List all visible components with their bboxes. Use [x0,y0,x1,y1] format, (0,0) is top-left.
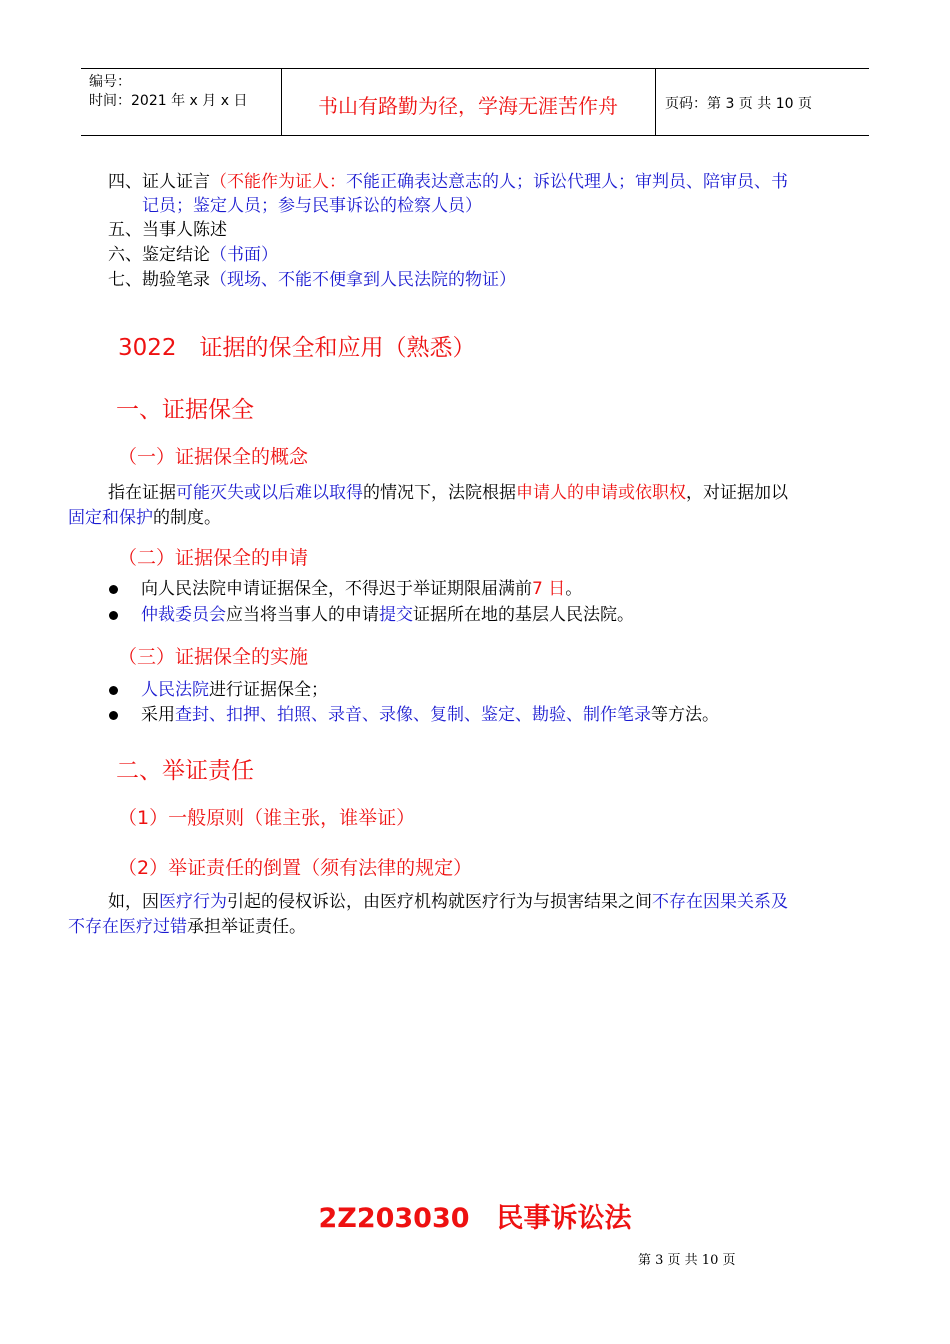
rule-title: （2）举证责任的倒置（须有法律的规定） [118,857,473,879]
text-run: 如，因 [108,892,159,912]
section-title: 3022 证据的保全和应用（熟悉） [118,335,476,361]
item-note: （现场、不能不便拿到人民法院的物证） [210,270,516,290]
text-run: 医疗行为 [159,892,227,912]
item-label: 四、证人证言 [108,172,210,192]
header-motto: 书山有路勤为径，学海无涯苦作舟 [318,94,618,118]
list-item-continued: 记员；鉴定人员；参与民事诉讼的检察人员） [142,196,482,216]
text-run: 采用 [141,705,175,725]
text-run: 提交 [379,605,413,625]
item-note: 不能正确表达意志的人；诉讼代理人；审判员、陪审员、书 [346,172,788,192]
paragraph [108,890,788,914]
time-label: 时间：2021 年 x 月 x 日 [89,93,248,109]
subsection-title: （一）证据保全的概念 [118,446,309,468]
text-run: 指在证据 [108,483,176,503]
bullet-icon [109,611,118,620]
text-run: 不存在医疗过错 [68,917,187,937]
header-divider [655,69,656,135]
text-run: 引起的侵权诉讼，由医疗机构就医疗行为与损害结果之间 [227,892,652,912]
text-run: 可能灭失或以后难以取得 [176,483,363,503]
header-page-info: 页码：第 3 页 共 10 页 [665,96,812,112]
bullet-icon [109,686,118,695]
page-header [81,68,869,136]
subsection-title: （二）证据保全的申请 [118,547,309,569]
text-run: 。 [565,579,583,599]
text-run: 证据所在地的基层人民法院。 [413,605,634,625]
text-run: 的制度。 [153,508,221,528]
text-run: 进行证据保全； [209,680,328,700]
text-run: 不存在因果关系及 [652,892,788,912]
subsection-title: （三）证据保全的实施 [118,646,309,668]
list-item [108,243,278,267]
paragraph-continued [68,506,221,530]
paragraph-continued [68,915,306,939]
text-run: 的情况下，法院根据 [363,483,516,503]
list-item: 五、当事人陈述 [108,220,227,240]
text-run: 承担举证责任。 [187,917,306,937]
bullet-icon [109,711,118,720]
bullet-item [141,703,719,727]
header-meta [89,73,247,111]
code-label: 编号： [89,74,131,90]
list-item [108,170,788,194]
next-section-title: 2Z203030 民事诉讼法 [318,1203,632,1234]
text-run: 固定和保护 [68,508,153,528]
rule-title: （1）一般原则（谁主张，谁举证） [118,807,416,829]
text-run: 向人民法院申请证据保全，不得迟于举证期限届满前 [141,579,532,599]
text-run: 查封、扣押、拍照、录音、录像、复制、鉴定、勘验、制作笔录 [175,705,651,725]
text-run: ，对证据加以 [686,483,788,503]
bullet-item [141,678,328,702]
item-note: （不能作为证人： [210,172,346,192]
bullet-item [141,577,582,601]
list-item [108,268,516,292]
text-run: 应当将当事人的申请 [226,605,379,625]
text-run: 人民法院 [141,680,209,700]
paragraph [108,481,788,505]
text-run: 7 日 [532,579,566,599]
part-title: 一、证据保全 [116,397,254,423]
bullet-item [141,603,634,627]
item-label: 七、勘验笔录 [108,270,210,290]
bullet-icon [109,585,118,594]
text-run: 仲裁委员会 [141,605,226,625]
item-label: 六、鉴定结论 [108,245,210,265]
footer-page-note: 第 3 页 共 10 页 [638,1253,736,1268]
part-title: 二、举证责任 [116,758,254,784]
text-run: 等方法。 [651,705,719,725]
text-run: 申请人的申请或依职权 [516,483,686,503]
item-note: （书面） [210,245,278,265]
